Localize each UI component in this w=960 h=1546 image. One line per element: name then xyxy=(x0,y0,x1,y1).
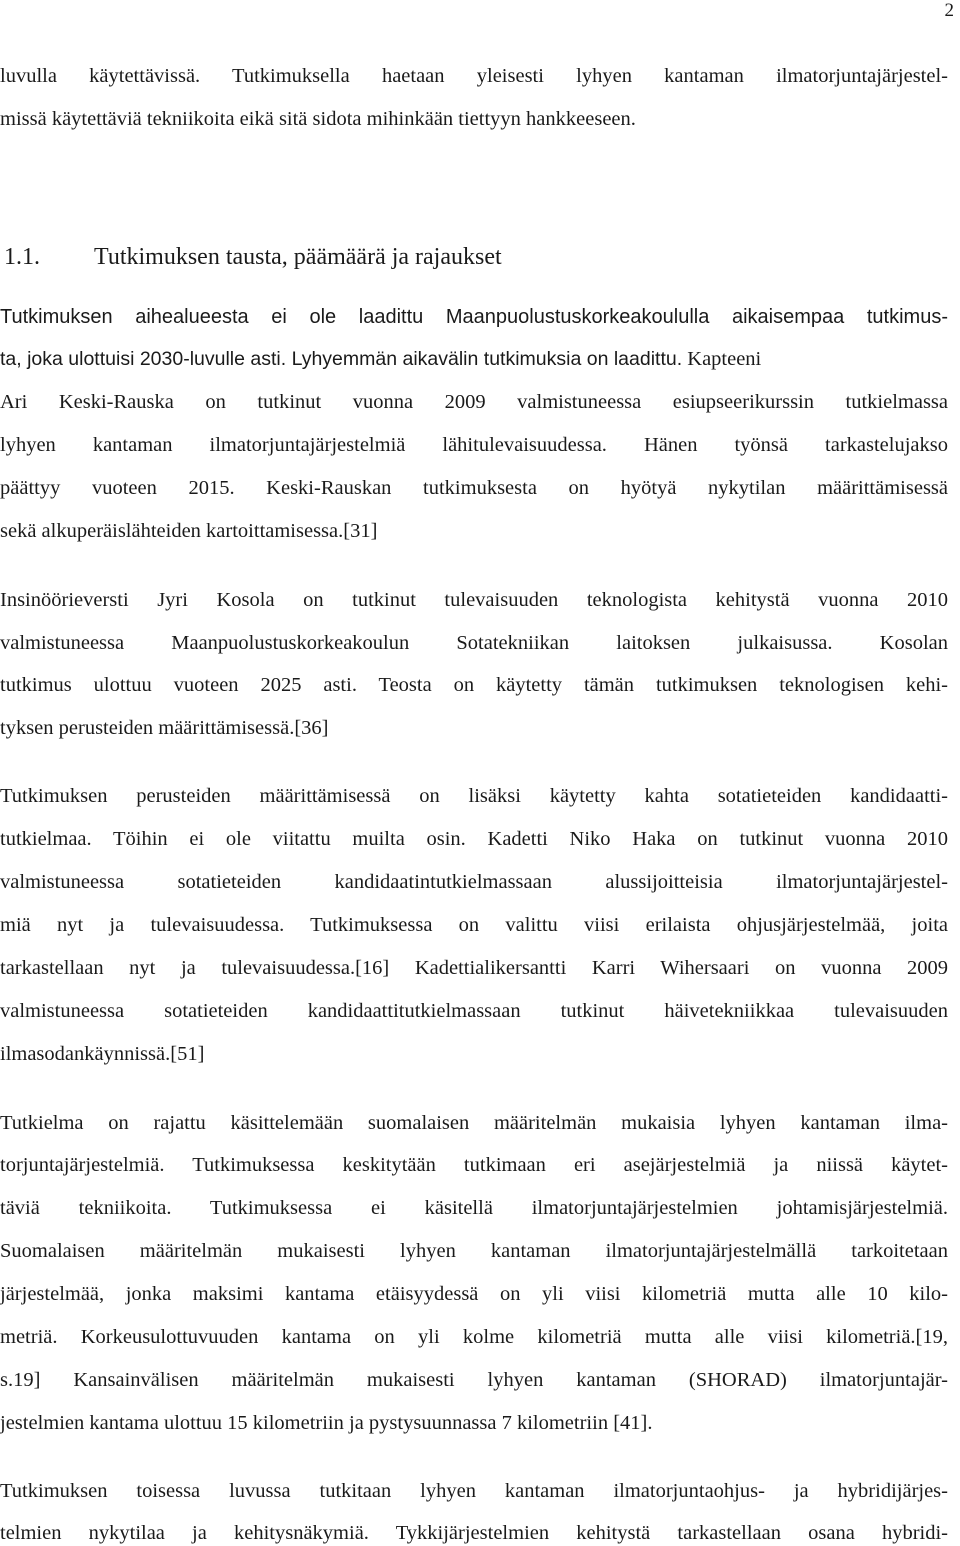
intro-line-1: luvulla käytettävissä. Tutkimuksella haetaan yleisesti lyhyen kantaman ilmatorjuntajärjestel- xyxy=(0,65,948,87)
p2-line-3: tutkimus ulottuu vuoteen 2025 asti. Teosta on käytetty tämän tutkimuksen teknologisen kehi- xyxy=(0,674,948,696)
p4-line-8: jestelmien kantama ulottuu 15 kilometriin ja pystysuunnassa 7 kilometriin [41]. xyxy=(0,1412,653,1434)
p4-line-7: s.19] Kansainvälisen määritelmän mukaisesti lyhyen kantaman (SHORAD) ilmatorjuntajär- xyxy=(0,1369,948,1391)
p1-line-3: Ari Keski-Rauska on tutkinut vuonna 2009 valmistuneessa esiupseerikurssin tutkielmassa xyxy=(0,391,948,413)
p1-line-2 xyxy=(0,346,948,372)
p4-line-5: järjestelmää, jonka maksimi kantama etäisyydessä on yli viisi kilometriä mutta alle 10 kilo- xyxy=(0,1283,948,1305)
p5-line-2: telmien nykytilaa ja kehitysnäkymiä. Tykkijärjestelmien kehitystä tarkastellaan osana hybridi- xyxy=(0,1522,948,1544)
p3-line-1: Tutkimuksen perusteiden määrittämisessä on lisäksi käytetty kahta sotatieteiden kandidaatti- xyxy=(0,785,948,807)
section-heading xyxy=(4,242,502,272)
p1-line-6: sekä alkuperäislähteiden kartoittamisessa.[31] xyxy=(0,520,378,542)
p1-line-2-sans: ta, joka ulottuisi 2030-luvulle asti. Lyhyemmän aikavälin tutkimuksia on laadittu. xyxy=(0,348,683,370)
p3-line-5: tarkastellaan nyt ja tulevaisuudessa.[16] Kadettialikersantti Karri Wihersaari on vuonna 2009 xyxy=(0,957,948,979)
p1-line-2-tail: Kapteeni xyxy=(682,348,762,370)
page-number: 2 xyxy=(944,0,954,21)
p2-line-1: Insinöörieversti Jyri Kosola on tutkinut tulevaisuuden teknologista kehitystä vuonna 2010 xyxy=(0,589,948,611)
p2-line-4: tyksen perusteiden määrittämisessä.[36] xyxy=(0,717,329,739)
p3-line-7: ilmasodankäynnissä.[51] xyxy=(0,1043,205,1065)
p3-line-4: miä nyt ja tulevaisuudessa. Tutkimuksessa on valittu viisi erilaista ohjusjärjestelmää, joita xyxy=(0,914,948,936)
section-title: Tutkimuksen tausta, päämäärä ja rajaukset xyxy=(94,244,502,270)
p3-line-2: tutkielmaa. Töihin ei ole viitattu muilta osin. Kadetti Niko Haka on tutkinut vuonna 2010 xyxy=(0,828,948,850)
intro-line-2: missä käytettäviä tekniikoita eikä sitä sidota mihinkään tiettyyn hankkeeseen. xyxy=(0,108,636,130)
p4-line-6: metriä. Korkeusulottuvuuden kantama on yli kolme kilometriä mutta alle viisi kilometriä.[19, xyxy=(0,1326,948,1348)
p1-line-5: päättyy vuoteen 2015. Keski-Rauskan tutkimuksesta on hyötyä nykytilan määrittämisessä xyxy=(0,477,948,499)
p4-line-2: torjuntajärjestelmiä. Tutkimuksessa keskitytään tutkimaan eri asejärjestelmiä ja niissä käytet- xyxy=(0,1154,948,1176)
p3-line-3: valmistuneessa sotatieteiden kandidaatintutkielmassaan alussijoitteisia ilmatorjuntajärjestel- xyxy=(0,871,948,893)
p2-line-2: valmistuneessa Maanpuolustuskorkeakoulun Sotatekniikan laitoksen julkaisussa. Kosolan xyxy=(0,632,948,654)
p1-line-1: Tutkimuksen aihealueesta ei ole laadittu Maanpuolustuskorkeakoululla aikaisempaa tutkimus- xyxy=(0,306,948,328)
p1-line-4: lyhyen kantaman ilmatorjuntajärjestelmiä lähitulevaisuudessa. Hänen työnsä tarkastelujakso xyxy=(0,434,948,456)
p4-line-3: täviä tekniikoita. Tutkimuksessa ei käsitellä ilmatorjuntajärjestelmien johtamisjärjestelmiä. xyxy=(0,1197,948,1219)
p4-line-4: Suomalaisen määritelmän mukaisesti lyhyen kantaman ilmatorjuntajärjestelmällä tarkoitetaan xyxy=(0,1240,948,1262)
p5-line-1: Tutkimuksen toisessa luvussa tutkitaan lyhyen kantaman ilmatorjuntaohjus- ja hybridijärjes- xyxy=(0,1480,948,1502)
p4-line-1: Tutkielma on rajattu käsittelemään suomalaisen määritelmän mukaisia lyhyen kantaman ilma- xyxy=(0,1112,948,1134)
section-number: 1.1. xyxy=(4,244,40,270)
p3-line-6: valmistuneessa sotatieteiden kandidaattitutkielmassaan tutkinut häivetekniikkaa tulevaisuuden xyxy=(0,1000,948,1022)
